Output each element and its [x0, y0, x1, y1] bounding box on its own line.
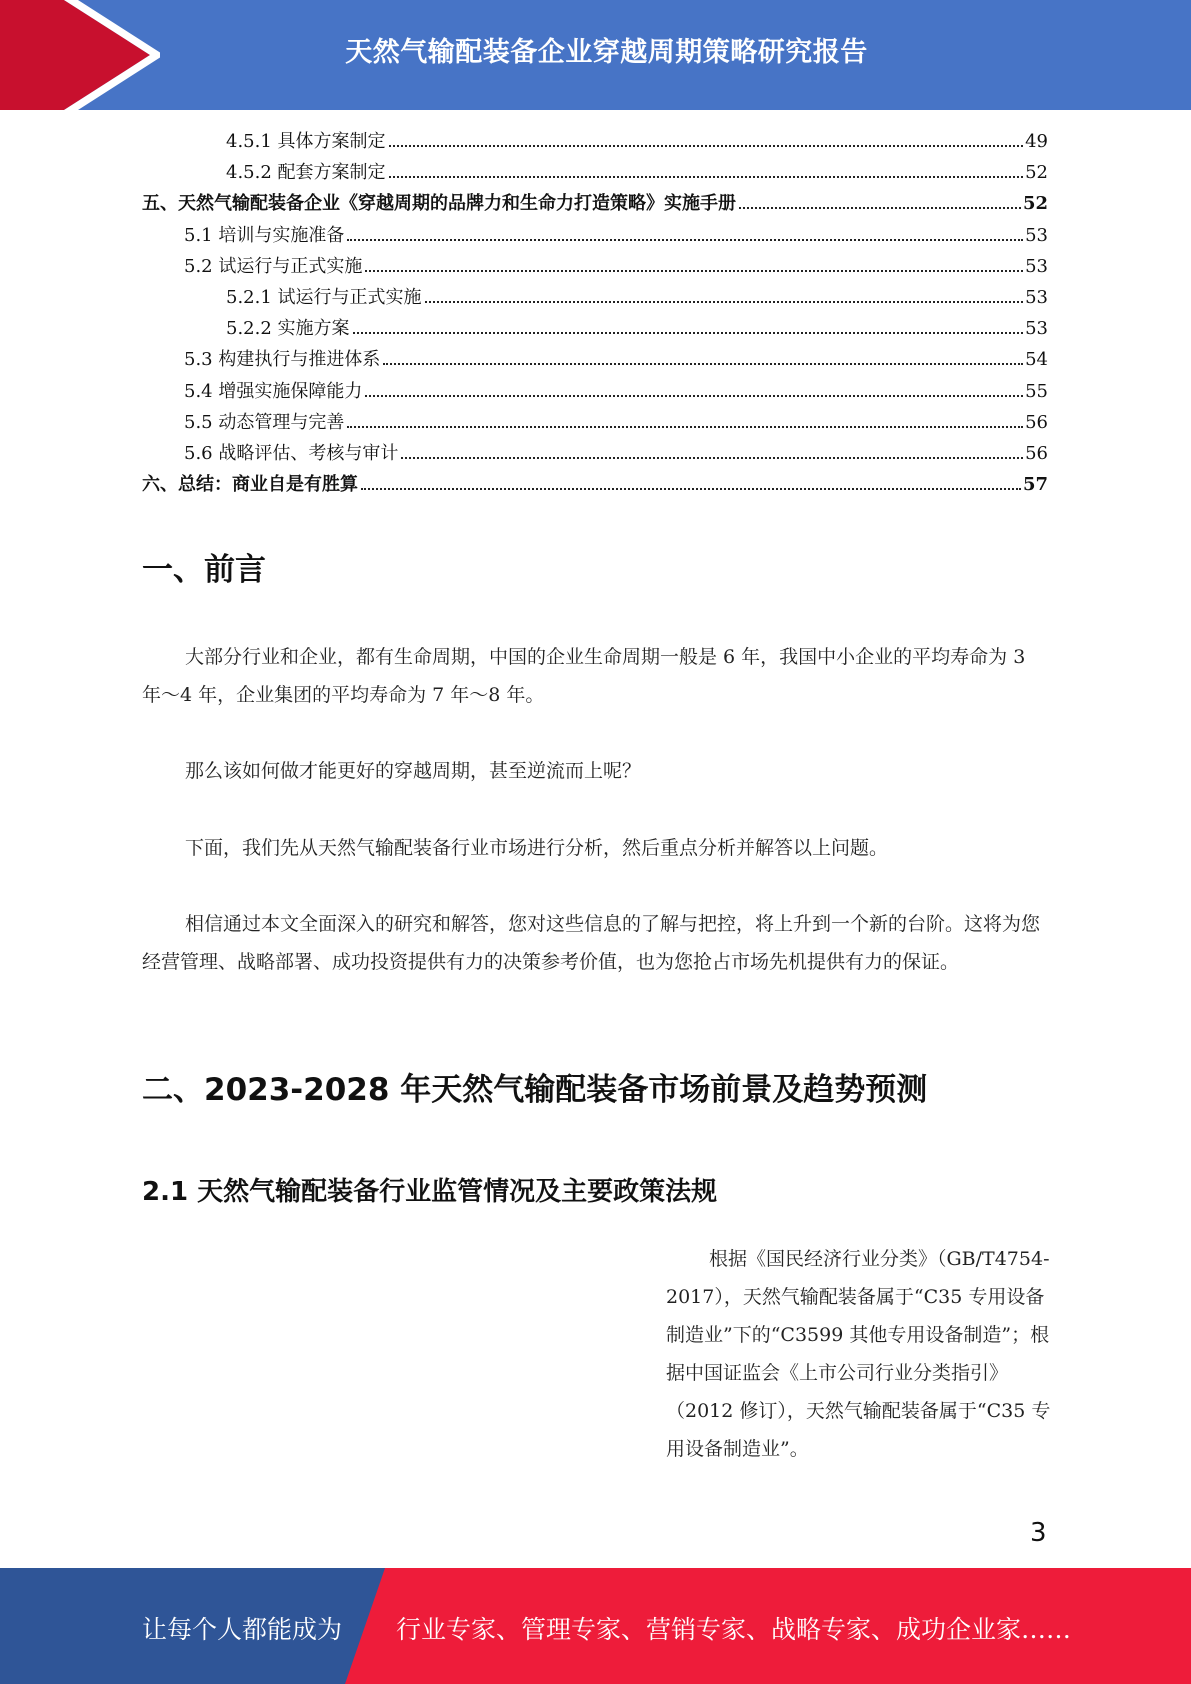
toc-entry-page: 53	[1025, 255, 1048, 277]
footer-slogan-left: 让每个人都能成为	[142, 1615, 343, 1644]
regulation-paragraph: 根据《国民经济行业分类》（GB/T4754-2017），天然气输配装备属于“C35 专用设备制造业”下的“C3599 其他专用设备制造”；根据中国证监会《上市公司行业分类指引》（2012 修订），天然气输配装备属于“C35 专用设备制造业”。	[666, 1248, 1051, 1460]
toc-entry[interactable]	[142, 314, 1048, 345]
toc-entry[interactable]	[142, 408, 1048, 439]
toc-entry-page: 55	[1025, 380, 1048, 402]
toc-entry[interactable]	[142, 283, 1048, 314]
toc-dot-leader	[347, 239, 1023, 241]
toc-entry-title: 5.2.1 试运行与正式实施	[226, 286, 422, 308]
toc-entry-page: 52	[1022, 193, 1048, 215]
toc-entry-page: 52	[1025, 162, 1048, 184]
toc-entry-title: 5.5 动态管理与完善	[184, 411, 345, 433]
toc-dot-leader	[365, 395, 1023, 397]
toc-dot-leader	[353, 332, 1024, 334]
toc-entry-title: 5.6 战略评估、考核与审计	[184, 442, 399, 464]
toc-entry[interactable]	[142, 439, 1048, 470]
toc-entry-page: 56	[1025, 411, 1048, 433]
preface-paragraph-1: 大部分行业和企业，都有生命周期，中国的企业生命周期一般是 6 年，我国中小企业的平均寿命为 3 年～4 年，企业集团的平均寿命为 7 年～8 年。	[142, 646, 1026, 706]
toc-entry-title: 5.2.2 实施方案	[226, 318, 350, 340]
toc-dot-leader	[365, 270, 1023, 272]
toc-entry-page: 54	[1025, 349, 1048, 371]
toc-entry[interactable]	[142, 252, 1048, 283]
toc-entry[interactable]	[142, 377, 1048, 408]
subsection-heading-regulation: 2.1 天然气输配装备行业监管情况及主要政策法规	[142, 1177, 718, 1207]
toc-entry-title: 4.5.2 配套方案制定	[226, 162, 386, 184]
report-title: 天然气输配装备企业穿越周期策略研究报告	[345, 37, 868, 68]
toc-entry[interactable]	[142, 127, 1048, 158]
footer-banner	[0, 1568, 1191, 1684]
toc-entry-title: 5.2 试运行与正式实施	[184, 255, 363, 277]
page-number: 3	[1030, 1518, 1047, 1548]
toc-dot-leader	[361, 488, 1021, 490]
toc-dot-leader	[401, 457, 1023, 459]
toc-entry-title: 五、天然气输配装备企业《穿越周期的品牌力和生命力打造策略》实施手册	[142, 193, 736, 215]
toc-entry[interactable]	[142, 345, 1048, 376]
toc-entry-page: 53	[1025, 224, 1048, 246]
preface-paragraph-2: 那么该如何做才能更好的穿越周期，甚至逆流而上呢？	[185, 760, 642, 782]
toc-entry[interactable]	[142, 189, 1048, 220]
toc-entry-title: 5.1 培训与实施准备	[184, 224, 345, 246]
toc-entry-page: 56	[1025, 442, 1048, 464]
table-of-contents	[142, 127, 1048, 501]
toc-entry-title: 六、总结：商业自是有胜算	[142, 474, 358, 496]
toc-dot-leader	[425, 301, 1024, 303]
section-heading-market-outlook: 二、2023-2028 年天然气输配装备市场前景及趋势预测	[142, 1072, 928, 1108]
toc-dot-leader	[389, 176, 1024, 178]
toc-entry-page: 53	[1025, 286, 1048, 308]
preface-paragraph-4: 相信通过本文全面深入的研究和解答，您对这些信息的了解与把控，将上升到一个新的台阶。这将为您经营管理、战略部署、成功投资提供有力的决策参考价值，也为您抢占市场先机提供有力的保证。	[142, 913, 1041, 973]
toc-entry[interactable]	[142, 221, 1048, 252]
toc-entry[interactable]	[142, 158, 1048, 189]
toc-dot-leader	[383, 363, 1023, 365]
toc-entry-title: 5.3 构建执行与推进体系	[184, 349, 381, 371]
toc-entry-page: 49	[1025, 131, 1048, 152]
toc-dot-leader	[347, 426, 1023, 428]
footer-slogan-right: 行业专家、管理专家、营销专家、战略专家、成功企业家……	[396, 1615, 1072, 1644]
toc-entry[interactable]	[142, 470, 1048, 501]
section-heading-preface: 一、前言	[142, 552, 266, 588]
preface-paragraph-3: 下面，我们先从天然气输配装备行业市场进行分析，然后重点分析并解答以上问题。	[185, 837, 889, 859]
toc-dot-leader	[739, 207, 1021, 209]
header-banner	[0, 0, 1191, 110]
toc-entry-page: 57	[1022, 474, 1048, 496]
toc-entry-page: 53	[1025, 318, 1048, 340]
toc-entry-title: 4.5.1 具体方案制定	[226, 131, 386, 152]
toc-dot-leader	[389, 145, 1024, 147]
toc-entry-title: 5.4 增强实施保障能力	[184, 380, 363, 402]
